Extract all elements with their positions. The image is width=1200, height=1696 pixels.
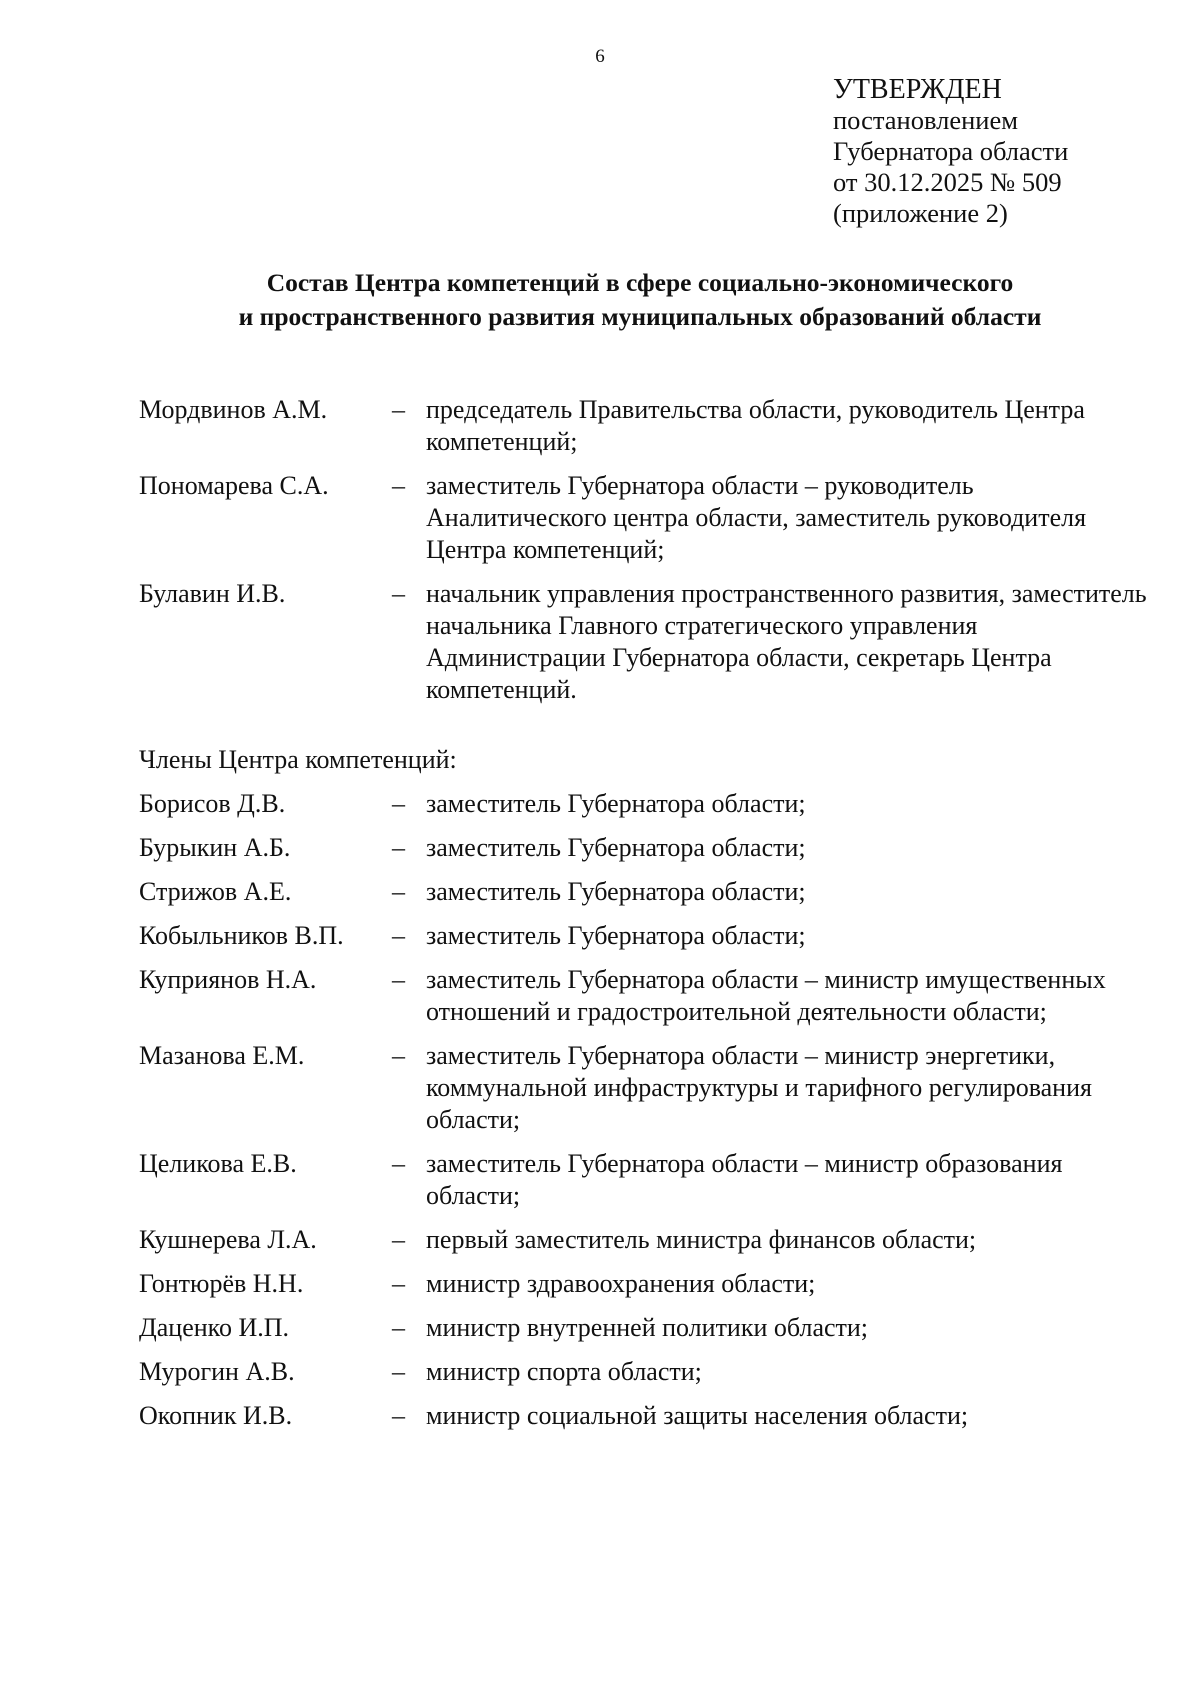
member-name: Стрижов А.Е.	[139, 877, 292, 906]
approval-line: Губернатора области	[833, 136, 1069, 166]
dash: –	[392, 1041, 405, 1070]
member-row	[139, 1148, 1149, 1212]
member-role: заместитель Губернатора области – руководитель Аналитического центра области, заместитель руководителя Центра компетенций;	[426, 471, 1087, 564]
member-role: заместитель Губернатора области;	[426, 877, 806, 906]
member-name: Бурыкин А.Б.	[139, 833, 291, 862]
composition-list	[139, 394, 1149, 1444]
member-row	[139, 1224, 1149, 1256]
member-name: Куприянов Н.А.	[139, 965, 317, 994]
members-heading: Члены Центра компетенций:	[139, 745, 457, 774]
member-name: Окопник И.В.	[139, 1401, 293, 1430]
dash: –	[392, 921, 405, 950]
member-role: министр социальной защиты населения области;	[426, 1401, 969, 1430]
member-name: Мордвинов А.М.	[139, 395, 328, 424]
dash: –	[392, 1149, 405, 1178]
member-role: начальник управления пространственного развития, заместитель начальника Главного стратегического управления Администрации Губернатора области, секретарь Центра компетенций.	[426, 579, 1147, 704]
dash: –	[392, 395, 405, 424]
member-row	[139, 1356, 1149, 1388]
member-row	[139, 470, 1149, 566]
dash: –	[392, 1269, 405, 1298]
member-row	[139, 578, 1149, 706]
document-title	[0, 266, 1200, 334]
dash: –	[392, 965, 405, 994]
member-row	[139, 964, 1149, 1028]
approval-block	[833, 74, 1068, 229]
member-row	[139, 1400, 1149, 1432]
member-row	[139, 1268, 1149, 1300]
member-row	[139, 920, 1149, 952]
member-row	[139, 876, 1149, 908]
document-title-line: и пространственного развития муниципальных образований области	[238, 302, 1042, 331]
member-role: заместитель Губернатора области;	[426, 833, 806, 862]
member-role: заместитель Губернатора области – министр энергетики, коммунальной инфраструктуры и тарифного регулирования области;	[426, 1041, 1092, 1134]
dash: –	[392, 1225, 405, 1254]
member-role: министр спорта области;	[426, 1357, 702, 1386]
member-name: Пономарева С.А.	[139, 471, 329, 500]
dash: –	[392, 877, 405, 906]
approval-line: постановлением	[833, 105, 1018, 135]
member-role: председатель Правительства области, руководитель Центра компетенций;	[426, 395, 1085, 456]
member-role: министр внутренней политики области;	[426, 1313, 869, 1342]
member-name: Даценко И.П.	[139, 1313, 290, 1342]
member-role: заместитель Губернатора области – министр образования области;	[426, 1149, 1063, 1210]
page-number: 6	[595, 46, 605, 67]
member-name: Мазанова Е.М.	[139, 1041, 305, 1070]
member-name: Кушнерева Л.А.	[139, 1225, 317, 1254]
member-name: Булавин И.В.	[139, 579, 286, 608]
dash: –	[392, 1357, 405, 1386]
dash: –	[392, 833, 405, 862]
member-name: Целикова Е.В.	[139, 1149, 297, 1178]
member-name: Кобыльников В.П.	[139, 921, 344, 950]
member-name: Мурогин А.В.	[139, 1357, 295, 1386]
member-row	[139, 788, 1149, 820]
member-row	[139, 1040, 1149, 1136]
member-name: Гонтюрёв Н.Н.	[139, 1269, 304, 1298]
document-title-line: Состав Центра компетенций в сфере социально-экономического	[266, 268, 1014, 297]
member-row	[139, 1312, 1149, 1344]
approval-line: от 30.12.2025 № 509	[833, 167, 1062, 197]
dash: –	[392, 1313, 405, 1342]
dash: –	[392, 471, 405, 500]
member-role: первый заместитель министра финансов области;	[426, 1225, 977, 1254]
member-name: Борисов Д.В.	[139, 789, 286, 818]
approval-title: УТВЕРЖДЕН	[833, 74, 1002, 105]
dash: –	[392, 1401, 405, 1430]
dash: –	[392, 579, 405, 608]
member-role: министр здравоохранения области;	[426, 1269, 816, 1298]
member-row	[139, 832, 1149, 864]
member-role: заместитель Губернатора области – министр имущественных отношений и градостроительной деятельности области;	[426, 965, 1106, 1026]
member-role: заместитель Губернатора области;	[426, 921, 806, 950]
approval-line: (приложение 2)	[833, 198, 1008, 228]
member-role: заместитель Губернатора области;	[426, 789, 806, 818]
member-row	[139, 394, 1149, 458]
dash: –	[392, 789, 405, 818]
